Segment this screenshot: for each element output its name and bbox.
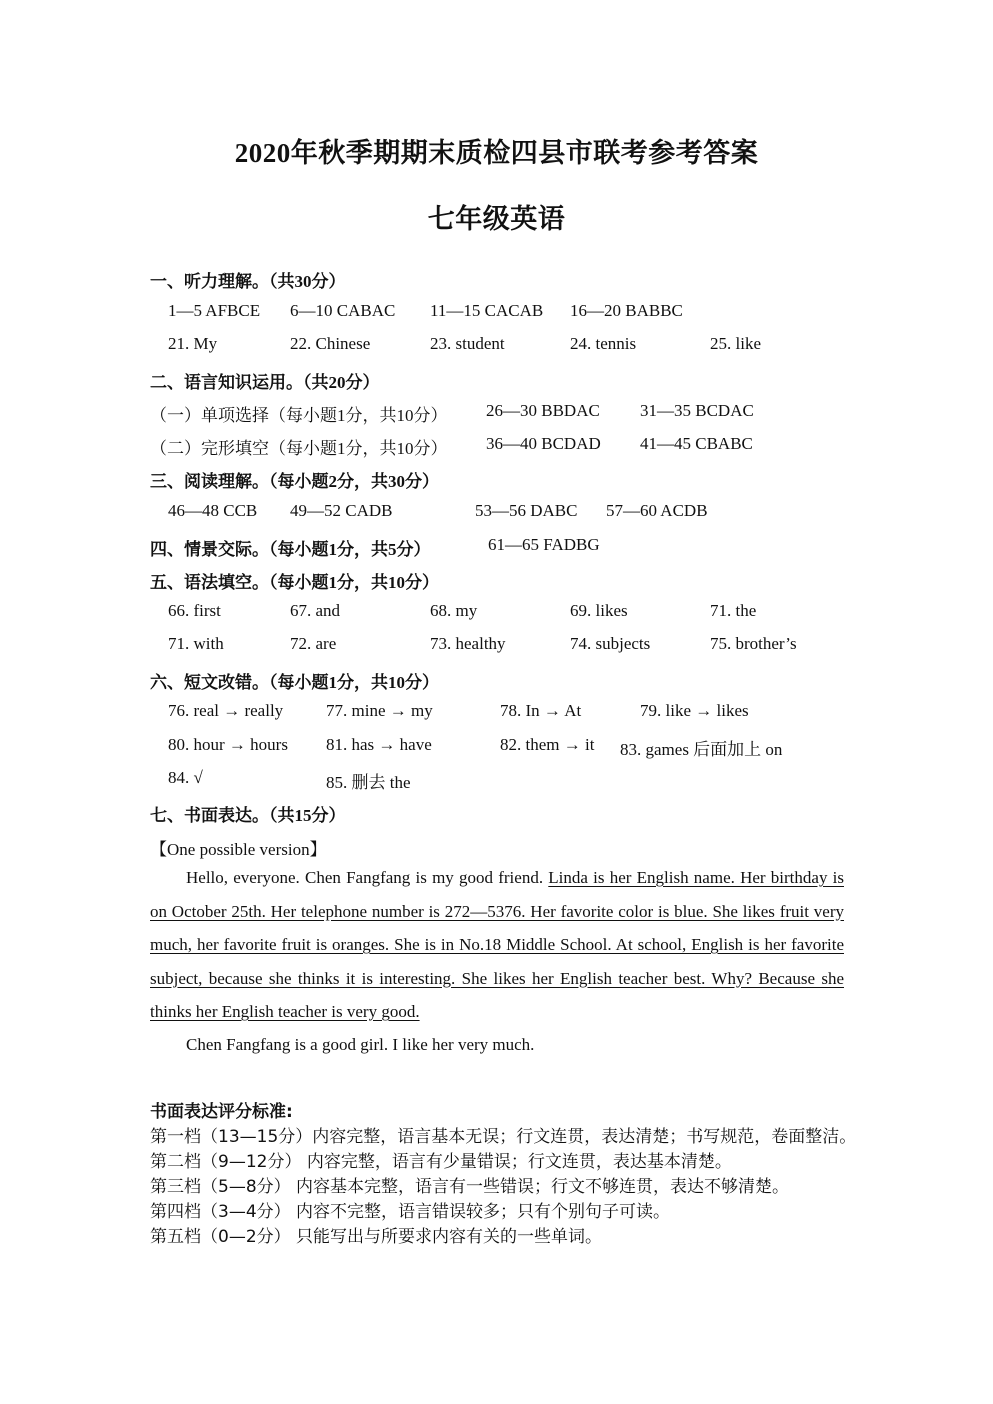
section-2-header-row	[0, 368, 993, 394]
answer-item: 71. with	[168, 634, 224, 653]
section-2-sub-2-row	[0, 434, 993, 460]
section-6-answers-row-3	[0, 768, 993, 794]
answer-item: 71. the	[710, 601, 757, 620]
criteria-item: 第四档（3—4分） 内容不完整，语言错误较多；只有个别句子可读。	[150, 1202, 671, 1222]
sample-version-label: 【One possible version】	[150, 840, 327, 859]
section-6-heading: 六、短文改错。（每小题1分，共10分）	[150, 673, 439, 692]
answer-item: 76. real → really	[168, 701, 284, 720]
section-1-answers-row-2	[0, 334, 993, 360]
criteria-item: 第三档（5—8分） 内容基本完整，语言有一些错误；行文不够连贯，表达不够清楚。	[150, 1177, 790, 1197]
section-4-heading: 四、情景交际。（每小题1分，共5分）	[150, 540, 431, 559]
criteria-title: 书面表达评分标准:	[150, 1102, 293, 1122]
section-6-header-row	[0, 668, 993, 694]
answer-item: 78. In → At	[500, 701, 582, 720]
answer-item: 61—65 FADBG	[488, 535, 600, 554]
answer-item: 26—30 BBDAC	[486, 401, 600, 420]
answer-item: 85. 删去 the	[326, 773, 411, 792]
section-3-heading: 三、阅读理解。（每小题2分，共30分）	[150, 472, 439, 491]
answer-item: 24. tennis	[570, 334, 637, 353]
answer-item: 72. are	[290, 634, 337, 653]
section-3-answers-row	[0, 501, 993, 527]
section-7-header-row	[0, 801, 993, 827]
answer-item: 1—5 AFBCE	[168, 301, 261, 320]
answer-item: 6—10 CABAC	[290, 301, 396, 320]
section-6-answers-row-2	[0, 735, 993, 761]
section-5-answers-row-2	[0, 634, 993, 660]
answer-item: 73. healthy	[430, 634, 506, 653]
essay-closing-text: Chen Fangfang is a good girl. I like her very much.	[186, 1035, 535, 1054]
answer-item: 49—52 CADB	[290, 501, 393, 520]
criteria-item: 第一档（13—15分）内容完整，语言基本无误；行文连贯，表达清楚；书写规范，卷面整洁。	[150, 1127, 857, 1147]
page-title: 2020年秋季期期末质检四县市联考参考答案	[234, 138, 759, 168]
section-1-answers-row-1	[0, 301, 993, 327]
criteria-item: 第五档（0—2分） 只能写出与所要求内容有关的一些单词。	[150, 1227, 603, 1247]
answer-item: 11—15 CACAB	[430, 301, 544, 320]
section-5-answers-row-1	[0, 601, 993, 627]
answer-item: 74. subjects	[570, 634, 651, 653]
answer-item: 36—40 BCDAD	[486, 434, 601, 453]
section-3-header-row	[0, 467, 993, 493]
answer-item: 25. like	[710, 334, 761, 353]
essay-intro-text: Hello, everyone. Chen Fangfang is my good friend.	[186, 868, 549, 887]
answer-item: 83. games 后面加上 on	[620, 740, 783, 759]
section-1-heading: 一、听力理解。（共30分）	[150, 272, 346, 291]
answer-item: 84. √	[168, 768, 203, 787]
essay-underlined-text: Linda is her English name. Her birthday is on October 25th. Her telephone number is 272—5376. Her favorite color is blue. She likes fruit very much, her favorite fruit is oranges. She is in No.18 Middle School. At school, English is her favorite subject, because she thinks it is interesting. She likes her English teacher best. Why? Because she thinks her English teacher is very good.	[150, 868, 844, 1021]
section-4-row	[0, 535, 993, 561]
section-5-header-row	[0, 568, 993, 594]
answer-item: 68. my	[430, 601, 478, 620]
answer-item: 23. student	[430, 334, 505, 353]
section-5-heading: 五、语法填空。（每小题1分，共10分）	[150, 573, 439, 592]
sample-essay-paragraph-2	[150, 1028, 844, 1062]
answer-item: 80. hour → hours	[168, 735, 288, 754]
page-subtitle: 七年级英语	[427, 204, 566, 234]
section-1-header-row	[0, 267, 993, 293]
section-2-heading: 二、语言知识运用。（共20分）	[150, 373, 380, 392]
answer-item: 53—56 DABC	[475, 501, 578, 520]
answer-item: 31—35 BCDAC	[640, 401, 754, 420]
answer-item: 46—48 CCB	[168, 501, 258, 520]
sample-version-row	[0, 835, 993, 861]
criteria-item: 第二档（9—12分） 内容完整，语言有少量错误；行文连贯，表达基本清楚。	[150, 1152, 732, 1172]
answer-item: 16—20 BABBC	[570, 301, 683, 320]
sample-essay-paragraph-1	[150, 861, 844, 1029]
answer-item: 81. has → have	[326, 735, 432, 754]
answer-item: 57—60 ACDB	[606, 501, 708, 520]
answer-item: 77. mine → my	[326, 701, 433, 720]
answer-item: 79. like → likes	[640, 701, 749, 720]
answer-item: 69. likes	[570, 601, 628, 620]
section-6-answers-row-1	[0, 701, 993, 727]
section-7-heading: 七、书面表达。（共15分）	[150, 806, 346, 825]
answer-item: 75. brother’s	[710, 634, 797, 653]
section-2-sub-1-row	[0, 401, 993, 427]
answer-item: 41—45 CBABC	[640, 434, 753, 453]
answer-item: 67. and	[290, 601, 341, 620]
answer-item: 21. My	[168, 334, 218, 353]
subsection-label: （二）完形填空（每小题1分，共10分）	[150, 439, 448, 458]
answer-item: 22. Chinese	[290, 334, 371, 353]
subsection-label: （一）单项选择（每小题1分，共10分）	[150, 406, 448, 425]
answer-item: 66. first	[168, 601, 221, 620]
answer-item: 82. them → it	[500, 735, 595, 754]
